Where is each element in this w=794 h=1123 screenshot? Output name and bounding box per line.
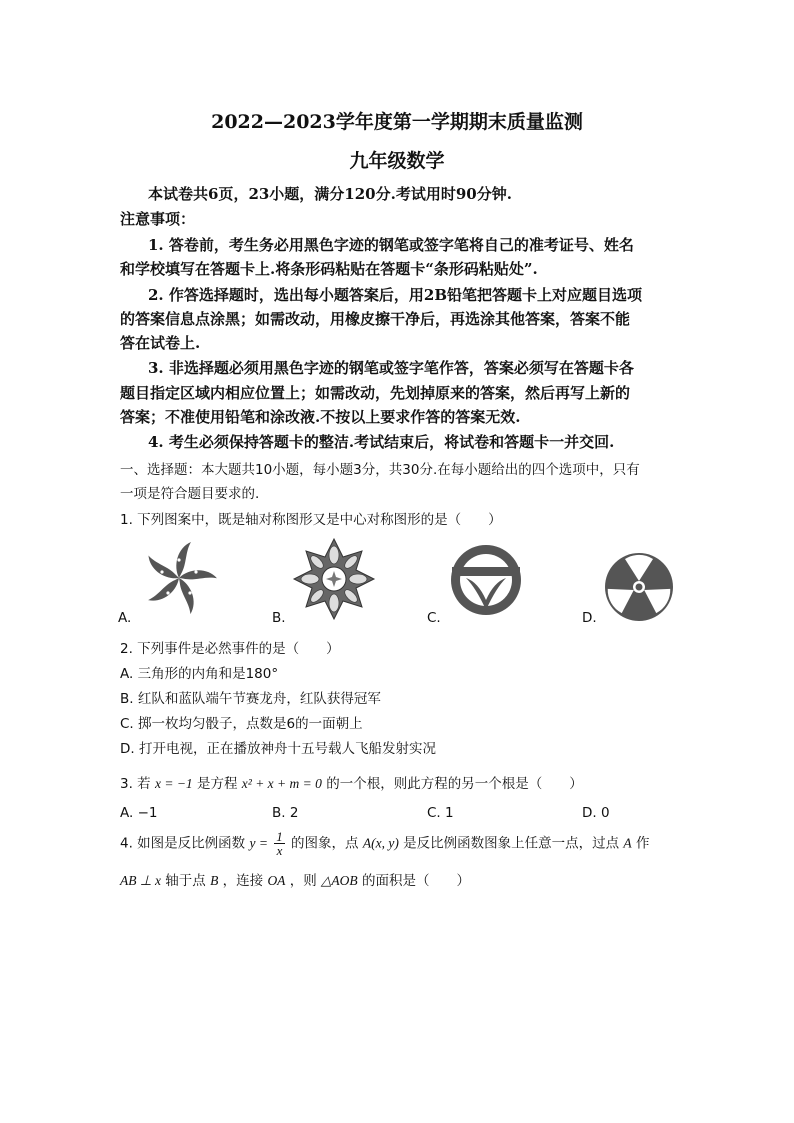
q3-post: 的一个根，则此方程的另一个根是（ ） [326, 776, 583, 792]
notice-2-line1: 2. 作答选择题时，选出每小题答案后，用2B铅笔把答题卡上对应题目选项 [148, 286, 642, 304]
q3-option-a: A. −1 [120, 805, 158, 821]
notice-3-line3: 答案；不准使用铅笔和涂改液.不按以上要求作答的答案无效. [120, 408, 521, 426]
q4-fraction [274, 830, 285, 857]
notice-2-line2: 的答案信息点涂黑；如需改动，用橡皮擦干净后，再选涂其他答案，答案不能 [120, 310, 631, 328]
notice-4-line1: 4. 考生必须保持答题卡的整洁.考试结束后，将试卷和答题卡一并交回. [148, 433, 615, 451]
q2-option-d: D. 打开电视，正在播放神舟十五号载人飞船发射实况 [120, 741, 436, 757]
q4-point-a: A [623, 835, 632, 851]
q3-pre: 3. 若 [120, 776, 151, 792]
q3-mid: 是方程 [196, 776, 238, 792]
notice-1-line2: 和学校填写在答题卡上.将条形码粘贴在答题卡“条形码粘贴处”. [120, 260, 538, 278]
q3-option-c: C. 1 [427, 805, 454, 821]
section-heading-line2: 一项是符合题目要求的. [120, 486, 260, 502]
q4-func-lhs: y = [249, 835, 268, 851]
q4-line2-d: ，则 [289, 873, 317, 889]
question-4-stem-line1 [120, 830, 649, 857]
q4-mid: 的图象，点 [291, 835, 359, 852]
emblem-figure-c [448, 542, 524, 618]
q2-option-c: C. 掷一枚均匀骰子，点数是6的一面朝上 [120, 716, 363, 732]
q3-option-b: B. 2 [272, 805, 299, 821]
question-4-stem-line2 [120, 869, 470, 889]
q4-line2-e: 的面积是（ ） [361, 873, 470, 889]
q4-line2-c: ，连接 [222, 873, 264, 889]
notice-3-line2: 题目指定区域内相应位置上；如需改动，先划掉原来的答案，然后再写上新的 [120, 384, 631, 402]
section-heading-line1: 一、选择题：本大题共10小题，每小题3分，共30分.在每小题给出的四个选项中，只有 [120, 462, 640, 478]
flower-figure-a [138, 537, 220, 619]
q3-condition: x = −1 [154, 776, 193, 791]
q1-option-c: C. [427, 610, 441, 626]
q4-tail: 作 [635, 835, 650, 852]
q1-option-b: B. [272, 610, 286, 626]
q4-segment-oa: OA [267, 873, 286, 888]
page-title: 2022—2023学年度第一学期期末质量监测 [211, 111, 583, 133]
q4-post: 是反比例函数图象上任意一点，过点 [403, 835, 620, 852]
radiation-figure-d [602, 550, 676, 624]
q4-point-b: B [210, 873, 219, 888]
question-3-stem [120, 772, 583, 792]
notice-heading: 注意事项： [120, 210, 196, 228]
q4-pre: 4. 如图是反比例函数 [120, 835, 246, 852]
q2-option-a: A. 三角形的内角和是180° [120, 666, 279, 682]
question-2-stem: 2. 下列事件是必然事件的是（ ） [120, 641, 340, 657]
question-1-stem: 1. 下列图案中，既是轴对称图形又是中心对称图形的是（ ） [120, 512, 502, 528]
page-subtitle: 九年级数学 [349, 150, 445, 172]
q4-triangle: △AOB [321, 873, 358, 888]
q4-fraction-denominator: x [276, 843, 283, 858]
q4-fraction-numerator: 1 [276, 829, 283, 844]
notice-1-line1: 1. 答卷前，考生务必用黑色字迹的钢笔或签字笔将自己的准考证号、姓名 [148, 236, 634, 254]
q4-perp: AB ⊥ x [120, 873, 161, 888]
q1-option-d: D. [582, 610, 597, 626]
q3-equation: x² + x + m = 0 [241, 776, 322, 791]
rosette-figure-b [292, 537, 376, 621]
notice-2-line3: 答在试卷上. [120, 334, 201, 352]
q1-option-a: A. [118, 610, 132, 626]
q2-option-b: B. 红队和蓝队端午节赛龙舟，红队获得冠军 [120, 691, 381, 707]
q3-option-d: D. 0 [582, 805, 610, 821]
notice-3-line1: 3. 非选择题必须用黑色字迹的钢笔或签字笔作答，答案必须写在答题卡各 [148, 359, 634, 377]
exam-summary: 本试卷共6页，23小题，满分120分.考试用时90分钟. [148, 185, 512, 203]
q4-line2-b: 轴于点 [165, 873, 206, 889]
q4-point: A(x, y) [362, 835, 399, 851]
